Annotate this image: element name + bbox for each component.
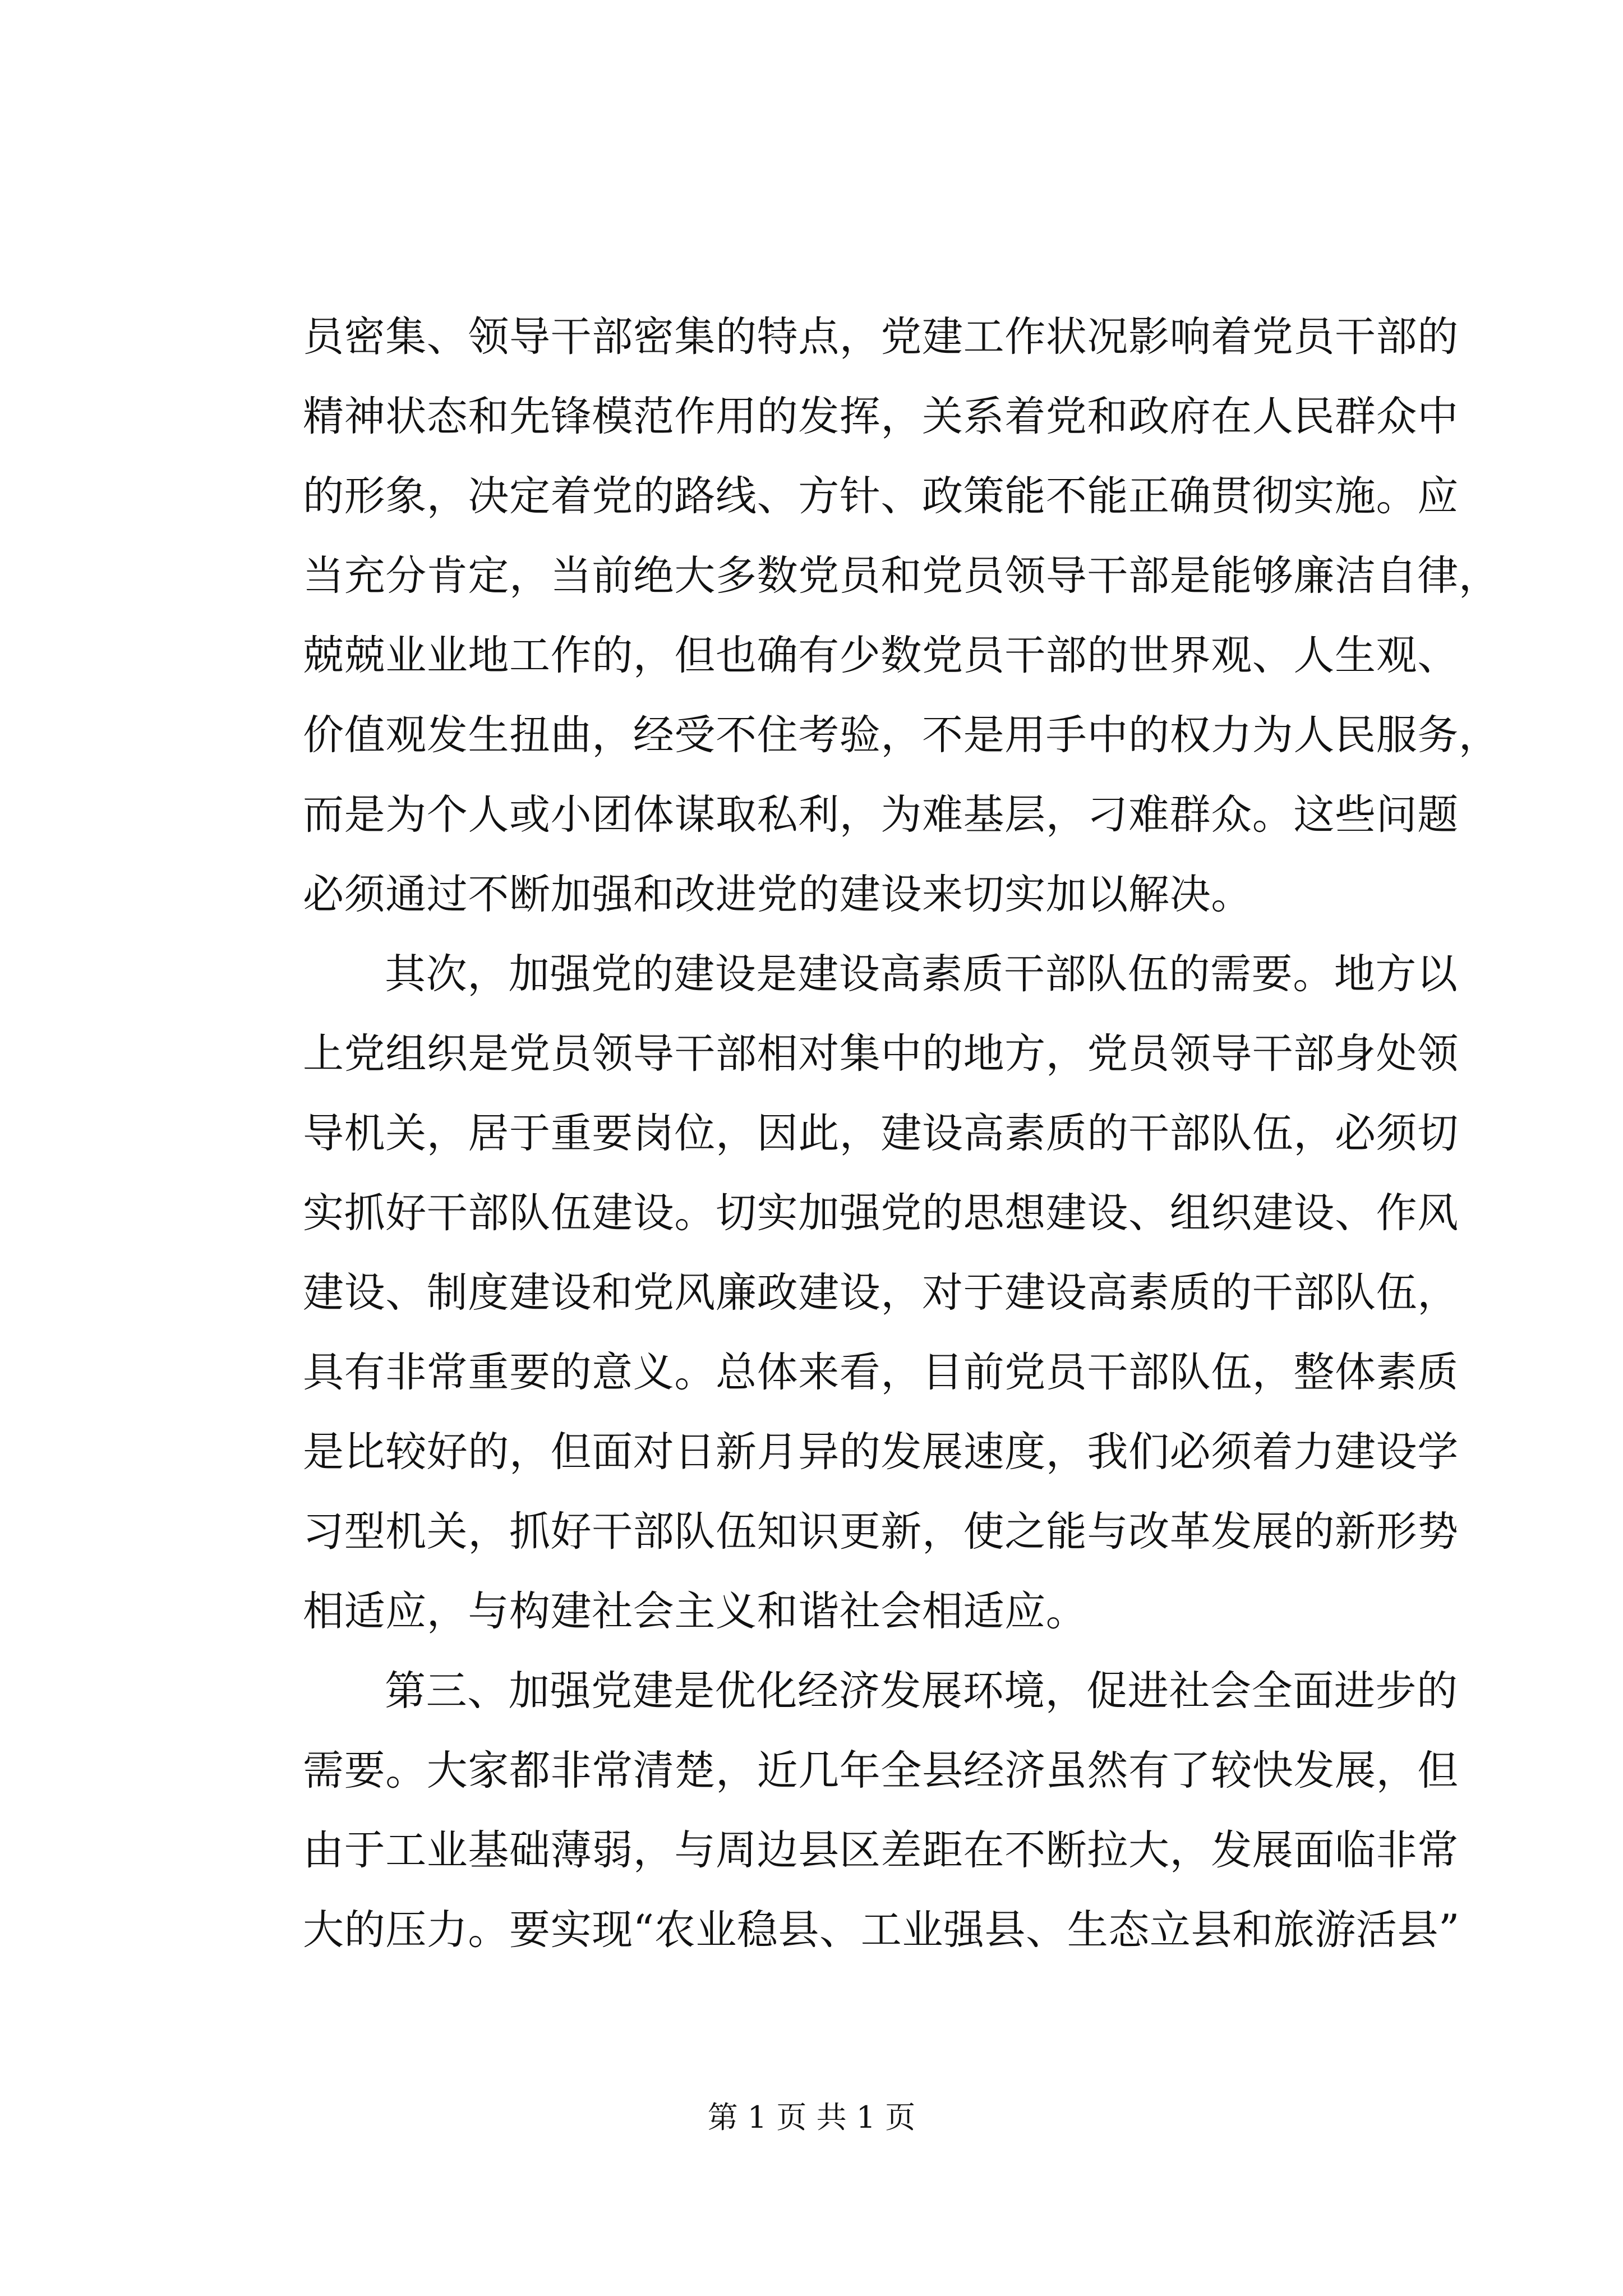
document-body bbox=[303, 297, 1500, 1970]
text-line: 建设、制度建设和党风廉政建设，对于建设高素质的干部队伍， bbox=[303, 1269, 1459, 1317]
text-line: 而是为个人或小团体谋取私利，为难基层，刁难群众。这些问题 bbox=[303, 791, 1459, 839]
text-line: 兢兢业业地工作的，但也确有少数党员干部的世界观、人生观、 bbox=[303, 632, 1459, 679]
text-line: 习型机关，抓好干部队伍知识更新，使之能与改革发展的新形势 bbox=[303, 1508, 1459, 1556]
page-footer: 第 1 页 共 1 页 bbox=[707, 2100, 916, 2135]
text-line: 当充分肯定，当前绝大多数党员和党员领导干部是能够廉洁自律， bbox=[303, 552, 1500, 600]
text-line: 精神状态和先锋模范作用的发挥，关系着党和政府在人民群众中 bbox=[303, 393, 1459, 440]
paragraph-2 bbox=[303, 935, 1459, 1651]
text-line: 的形象，决定着党的路线、方针、政策能不能正确贯彻实施。应 bbox=[303, 472, 1459, 520]
text-line: 具有非常重要的意义。总体来看，目前党员干部队伍，整体素质 bbox=[303, 1349, 1459, 1396]
text-line: 由于工业基础薄弱，与周边县区差距在不断拉大，发展面临非常 bbox=[303, 1826, 1459, 1874]
text-line: 大的压力。要实现“农业稳县、工业强县、生态立县和旅游活县” bbox=[303, 1906, 1460, 1954]
text-line: 员密集、领导干部密集的特点，党建工作状况影响着党员干部的 bbox=[303, 313, 1459, 361]
text-line: 实抓好干部队伍建设。切实加强党的思想建设、组织建设、作风 bbox=[303, 1189, 1459, 1237]
text-line: 需要。大家都非常清楚，近几年全县经济虽然有了较快发展，但 bbox=[303, 1747, 1459, 1795]
text-line: 导机关，居于重要岗位，因此，建设高素质的干部队伍，必须切 bbox=[303, 1110, 1459, 1157]
text-line: 是比较好的，但面对日新月异的发展速度，我们必须着力建设学 bbox=[303, 1428, 1459, 1476]
text-line: 其次，加强党的建设是建设高素质干部队伍的需要。地方以 bbox=[385, 950, 1458, 998]
text-line: 价值观发生扭曲，经受不住考验，不是用手中的权力为人民服务， bbox=[303, 711, 1500, 759]
paragraph-3 bbox=[303, 1651, 1460, 1970]
text-line: 上党组织是党员领导干部相对集中的地方，党员领导干部身处领 bbox=[303, 1030, 1459, 1078]
text-line: 必须通过不断加强和改进党的建设来切实加以解决。 bbox=[303, 871, 1252, 918]
text-line: 第三、加强党建是优化经济发展环境，促进社会全面进步的 bbox=[385, 1667, 1458, 1715]
text-line: 相适应，与构建社会主义和谐社会相适应。 bbox=[303, 1588, 1087, 1635]
paragraph-1 bbox=[303, 297, 1500, 935]
